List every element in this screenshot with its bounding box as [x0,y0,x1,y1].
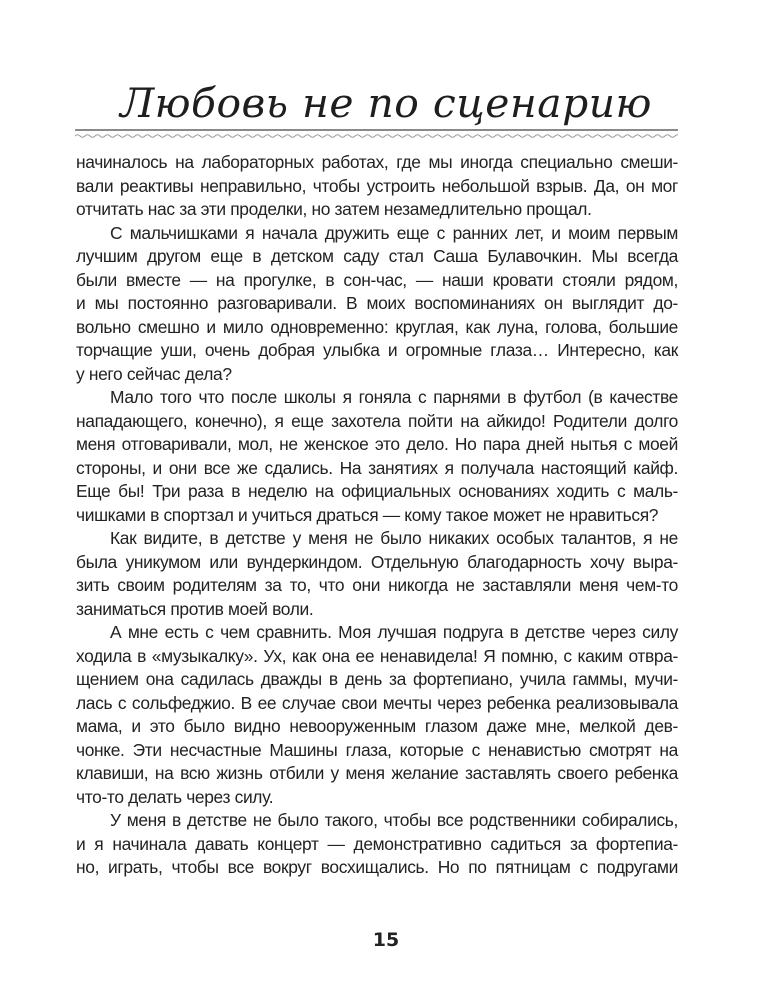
text-line: торчащие уши, очень добрая улыбка и огромные глаза… Интересно, как [76,340,678,361]
text-line: и я начинала давать концерт — демонстративно садиться за фортепиа- [76,833,678,854]
text-line: стороны, и они все же сдались. На занятиях я получала настоящий кайф. [76,457,678,478]
text-line: нападающего, конечно), я еще захотела пойти на айкидо! Родители долго [76,410,678,431]
text-line: ходила в «музыкалку». Ух, как она ее ненавидела! Я помню, с каким отвра- [76,645,678,666]
text-line: и мы постоянно разговаривали. В моих воспоминаниях он выглядит до- [76,293,678,314]
running-title: Любовь не по сценарию [120,81,652,127]
text-line: А мне есть с чем сравнить. Моя лучшая подруга в детстве через силу [110,622,678,643]
text-line: была уникумом или вундеркиндом. Отдельную благодарность хочу выра- [76,551,678,572]
text-line: меня отговаривали, мол, не женское это дело. Но пара дней нытья с моей [76,434,678,455]
text-line: лучшим другом еще в детском саду стал Саша Булавочкин. Мы всегда [76,246,678,267]
text-line: чонке. Эти несчастные Машины глаза, которые с ненавистью смотрят на [76,739,678,760]
text-line: отчитать нас за эти проделки, но затем незамедлительно прощал. [76,199,592,220]
text-line: вали реактивы неправильно, чтобы устроить небольшой взрыв. Да, он мог [76,175,678,196]
text-line: у него сейчас дела? [76,363,232,384]
text-line: заниматься против моей воли. [76,598,314,619]
text-line: что-то делать через силу. [76,786,274,807]
text-line: вольно смешно и мило одновременно: круглая, как луна, голова, большие [76,316,678,337]
text-line: но, играть, чтобы все вокруг восхищались. Но по пятницам с подругами [76,857,678,878]
text-line: мама, и это было видно невооруженным глазом даже мне, мелкой дев- [76,716,678,737]
text-line: С мальчишками я начала дружить еще с ранних лет, и моим первым [110,222,678,243]
text-line: чишками в спортзал и учиться драться — кому такое может не нравиться? [76,504,659,525]
body-text [76,151,678,880]
text-line: Еще бы! Три раза в неделю на официальных основаниях ходить с маль- [76,481,678,502]
text-line: Как видите, в детстве у меня не было никаких особых талантов, я не [110,528,678,549]
text-line: У меня в детстве не было такого, чтобы все родственники собирались, [110,810,678,831]
header-rule-solid [75,129,678,131]
text-line: зить своим родителям за то, что они никогда не заставляли меня чем-то [76,575,678,596]
header-rule-wavy [75,133,678,139]
text-line: были вместе — на прогулке, в сон-час, — наши кровати стояли рядом, [76,269,678,290]
text-line: Мало того что после школы я гоняла с парнями в футбол (в качестве [110,387,678,408]
page-number: 15 [372,929,400,951]
text-line: щением она садилась дважды в день за фортепиано, учила гаммы, мучи- [76,669,678,690]
text-line: клавиши, на всю жизнь отбили у меня желание заставлять своего ребенка [76,763,678,784]
text-line: лась с сольфеджио. В ее случае свои мечты через ребенка реализовывала [76,692,678,713]
text-line: начиналось на лабораторных работах, где мы иногда специально смеши- [76,152,678,172]
